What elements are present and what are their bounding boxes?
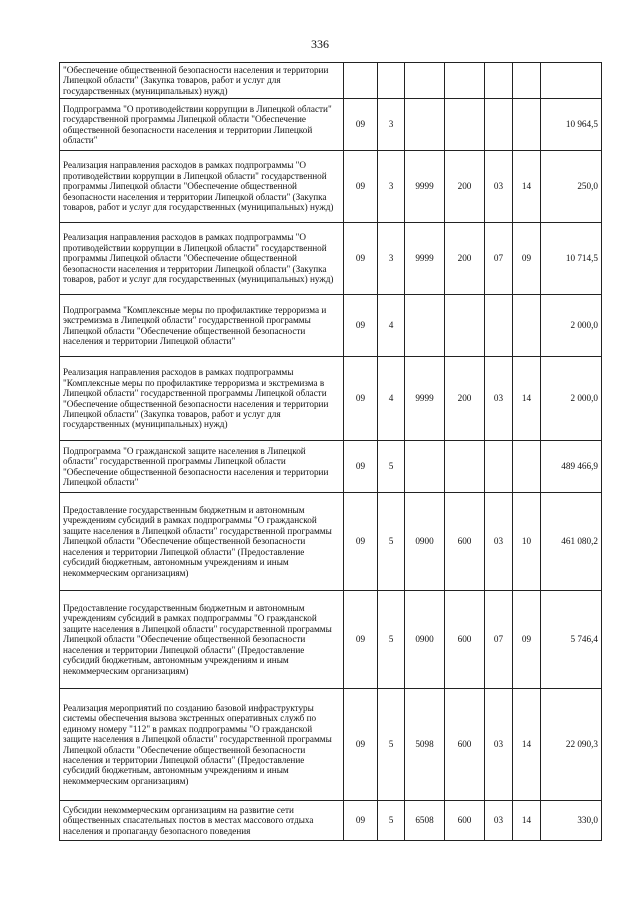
row-amount: 22 090,3	[541, 689, 602, 801]
code-subprogram: 5	[378, 493, 405, 591]
code-direction: 6508	[405, 801, 445, 841]
table-row	[60, 441, 602, 493]
code-direction: 9999	[405, 357, 445, 441]
code-section: 03	[485, 357, 513, 441]
code-ministry: 09	[344, 689, 378, 801]
code-expense-type: 600	[445, 689, 485, 801]
code-ministry: 09	[344, 295, 378, 357]
code-expense-type: 200	[445, 357, 485, 441]
code-direction: 5098	[405, 689, 445, 801]
code-subsection: 09	[513, 223, 541, 295]
code-subsection	[513, 99, 541, 151]
code-ministry: 09	[344, 99, 378, 151]
code-section: 03	[485, 689, 513, 801]
row-description: "Обеспечение общественной безопасности населения и территории Липецкой области" (Закупка товаров, работ и услуг для государственных (муниципальных) нужд)	[60, 63, 344, 99]
code-direction	[405, 63, 445, 99]
table-row	[60, 151, 602, 223]
code-ministry: 09	[344, 151, 378, 223]
code-section: 03	[485, 151, 513, 223]
row-description: Предоставление государственным бюджетным и автономным учреждениям субсидий в рамках подпрограммы "О гражданской защите населения в Липецкой области" государственной программы Липецкой области "Обеспечение общественной безопасности населения и территории Липецкой области" (Предоставление субсидий бюджетным, автономным учреждениям и иным некоммерческим организациям)	[60, 591, 344, 689]
code-ministry: 09	[344, 493, 378, 591]
code-subprogram: 4	[378, 295, 405, 357]
code-direction: 9999	[405, 151, 445, 223]
code-section	[485, 441, 513, 493]
code-section: 03	[485, 493, 513, 591]
code-section: 03	[485, 801, 513, 841]
code-subsection: 10	[513, 493, 541, 591]
table-row	[60, 99, 602, 151]
code-expense-type	[445, 99, 485, 151]
code-subprogram: 3	[378, 99, 405, 151]
code-section	[485, 295, 513, 357]
row-description: Реализация направления расходов в рамках подпрограммы "О противодействии коррупции в Липецкой области" государственной программы Липецкой области "Обеспечение общественной безопасности населения и территории Липецкой области" (Закупка товаров, работ и услуг для государственных (муниципальных) нужд)	[60, 151, 344, 223]
row-amount: 10 964,5	[541, 99, 602, 151]
code-subprogram: 3	[378, 223, 405, 295]
row-description: Подпрограмма "Комплексные меры по профилактике терроризма и экстремизма в Липецкой области" государственной программы Липецкой области "Обеспечение общественной безопасности населения и территории Липецкой области"	[60, 295, 344, 357]
code-subsection	[513, 63, 541, 99]
code-subsection: 14	[513, 689, 541, 801]
code-ministry: 09	[344, 441, 378, 493]
code-subsection: 14	[513, 801, 541, 841]
code-ministry: 09	[344, 801, 378, 841]
page-number: 336	[311, 37, 329, 51]
code-ministry: 09	[344, 591, 378, 689]
code-subsection	[513, 295, 541, 357]
code-subprogram: 5	[378, 441, 405, 493]
row-amount: 461 080,2	[541, 493, 602, 591]
row-amount: 10 714,5	[541, 223, 602, 295]
code-expense-type	[445, 441, 485, 493]
row-description: Предоставление государственным бюджетным и автономным учреждениям субсидий в рамках подпрограммы "О гражданской защите населения в Липецкой области" государственной программы Липецкой области "Обеспечение общественной безопасности населения и территории Липецкой области" (Предоставление субсидий бюджетным, автономным учреждениям и иным некоммерческим организациям)	[60, 493, 344, 591]
code-subprogram	[378, 63, 405, 99]
code-expense-type	[445, 63, 485, 99]
row-description: Реализация направления расходов в рамках подпрограммы "О противодействии коррупции в Липецкой области" государственной программы Липецкой области "Обеспечение общественной безопасности населения и территории Липецкой области" (Закупка товаров, работ и услуг для государственных (муниципальных) нужд)	[60, 223, 344, 295]
row-amount: 330,0	[541, 801, 602, 841]
code-direction: 0900	[405, 591, 445, 689]
code-ministry	[344, 63, 378, 99]
code-direction: 0900	[405, 493, 445, 591]
row-amount: 2 000,0	[541, 357, 602, 441]
code-subsection: 14	[513, 357, 541, 441]
code-expense-type: 600	[445, 801, 485, 841]
code-section: 07	[485, 591, 513, 689]
table-row	[60, 689, 602, 801]
code-subprogram: 3	[378, 151, 405, 223]
code-subprogram: 5	[378, 801, 405, 841]
table-row	[60, 357, 602, 441]
table-row	[60, 801, 602, 841]
table-row	[60, 63, 602, 99]
table-row	[60, 223, 602, 295]
row-amount: 250,0	[541, 151, 602, 223]
table-row	[60, 295, 602, 357]
code-subprogram: 4	[378, 357, 405, 441]
row-amount: 489 466,9	[541, 441, 602, 493]
code-direction	[405, 99, 445, 151]
code-direction	[405, 295, 445, 357]
budget-table	[59, 62, 602, 841]
row-description: Подпрограмма "О гражданской защите населения в Липецкой области" государственной программы Липецкой области "Обеспечение общественной безопасности населения и территории Липецкой области"	[60, 441, 344, 493]
row-amount: 2 000,0	[541, 295, 602, 357]
code-subsection	[513, 441, 541, 493]
code-subprogram: 5	[378, 689, 405, 801]
code-section: 07	[485, 223, 513, 295]
code-section	[485, 99, 513, 151]
row-description: Реализация мероприятий по созданию базовой инфраструктуры системы обеспечения вызова экстренных оперативных служб по единому номеру "112" в рамках подпрограммы "О гражданской защите населения в Липецкой области" государственной программы Липецкой области "Обеспечение общественной безопасности населения и территории Липецкой области" (Предоставление субсидий бюджетным, автономным учреждениям и иным некоммерческим организациям)	[60, 689, 344, 801]
row-description: Подпрограмма "О противодействии коррупции в Липецкой области" государственной программы Липецкой области "Обеспечение общественной безопасности населения и территории Липецкой области"	[60, 99, 344, 151]
code-subsection: 09	[513, 591, 541, 689]
row-amount: 5 746,4	[541, 591, 602, 689]
code-subsection: 14	[513, 151, 541, 223]
code-ministry: 09	[344, 223, 378, 295]
code-direction	[405, 441, 445, 493]
code-expense-type: 600	[445, 493, 485, 591]
row-description: Реализация направления расходов в рамках подпрограммы "Комплексные меры по профилактике терроризма и экстремизма в Липецкой области" государственной программы Липецкой области "Обеспечение общественной безопасности населения и территории Липецкой области" (Закупка товаров, работ и услуг для государственных (муниципальных) нужд)	[60, 357, 344, 441]
row-amount	[541, 63, 602, 99]
code-section	[485, 63, 513, 99]
code-expense-type: 200	[445, 151, 485, 223]
row-description: Субсидии некоммерческим организациям на развитие сети общественных спасательных постов в местах массового отдыха населения и пропаганду безопасного поведения	[60, 801, 344, 841]
code-expense-type: 600	[445, 591, 485, 689]
table-row	[60, 591, 602, 689]
code-expense-type: 200	[445, 223, 485, 295]
code-ministry: 09	[344, 357, 378, 441]
code-expense-type	[445, 295, 485, 357]
table-row	[60, 493, 602, 591]
code-direction: 9999	[405, 223, 445, 295]
code-subprogram: 5	[378, 591, 405, 689]
